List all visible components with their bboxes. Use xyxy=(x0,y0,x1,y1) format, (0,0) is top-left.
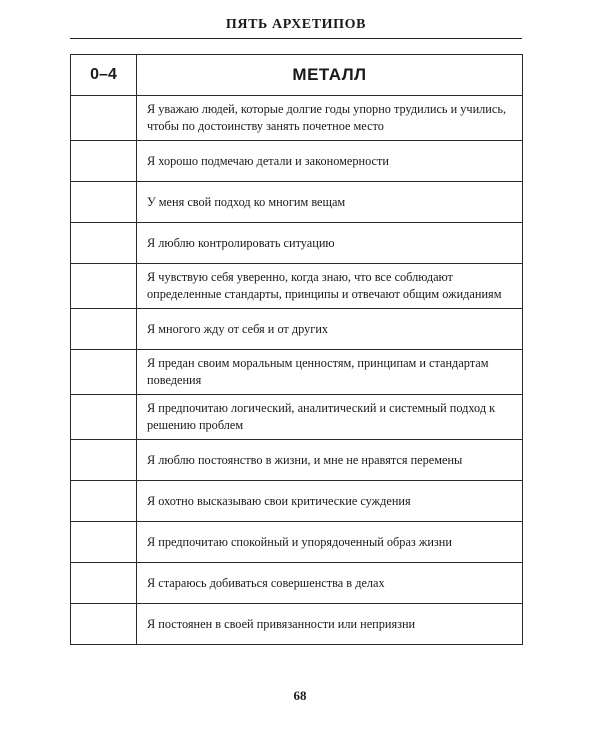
table-row xyxy=(71,395,523,440)
statement-text: Я уважаю людей, которые долгие годы упорно трудились и учились, чтобы по достоинству занять почетное место xyxy=(137,96,523,141)
score-cell[interactable] xyxy=(71,223,137,264)
statement-text: Я предпочитаю спокойный и упорядоченный образ жизни xyxy=(137,522,523,563)
table-row xyxy=(71,440,523,481)
table-row xyxy=(71,522,523,563)
table-row xyxy=(71,350,523,395)
metal-questionnaire-table xyxy=(70,54,523,645)
statement-text: Я многого жду от себя и от других xyxy=(137,309,523,350)
statement-text: Я предпочитаю логический, аналитический и системный подход к решению проблем xyxy=(137,395,523,440)
score-cell[interactable] xyxy=(71,563,137,604)
statement-text: Я люблю постоянство в жизни, и мне не нравятся перемены xyxy=(137,440,523,481)
statement-text: Я люблю контролировать ситуацию xyxy=(137,223,523,264)
table-row xyxy=(71,96,523,141)
table-header-row xyxy=(71,55,523,96)
statement-text: Я хорошо подмечаю детали и закономерности xyxy=(137,141,523,182)
score-cell[interactable] xyxy=(71,264,137,309)
table-row xyxy=(71,141,523,182)
table-row xyxy=(71,182,523,223)
table-row xyxy=(71,481,523,522)
table-row xyxy=(71,309,523,350)
score-cell[interactable] xyxy=(71,141,137,182)
header-rule xyxy=(70,38,522,39)
statement-text: У меня свой подход ко многим вещам xyxy=(137,182,523,223)
running-head: ПЯТЬ АРХЕТИПОВ xyxy=(225,17,367,32)
score-cell[interactable] xyxy=(71,350,137,395)
table-row xyxy=(71,223,523,264)
table-row xyxy=(71,563,523,604)
table-row xyxy=(71,604,523,645)
score-cell[interactable] xyxy=(71,604,137,645)
score-cell[interactable] xyxy=(71,182,137,223)
score-cell[interactable] xyxy=(71,96,137,141)
statement-text: Я постоянен в своей привязанности или неприязни xyxy=(137,604,523,645)
score-cell[interactable] xyxy=(71,481,137,522)
score-cell[interactable] xyxy=(71,309,137,350)
score-cell[interactable] xyxy=(71,440,137,481)
page-number: 68 xyxy=(293,688,307,703)
table-title: МЕТАЛЛ xyxy=(137,55,523,96)
statement-text: Я чувствую себя уверенно, когда знаю, что все соблюдают определенные стандарты, принципы и отвечают общим ожиданиям xyxy=(137,264,523,309)
statement-text: Я стараюсь добиваться совершенства в делах xyxy=(137,563,523,604)
statement-text: Я предан своим моральным ценностям, принципам и стандартам поведения xyxy=(137,350,523,395)
score-cell[interactable] xyxy=(71,522,137,563)
score-cell[interactable] xyxy=(71,395,137,440)
statement-text: Я охотно высказываю свои критические суждения xyxy=(137,481,523,522)
table-row xyxy=(71,264,523,309)
score-column-header: 0–4 xyxy=(71,55,137,96)
